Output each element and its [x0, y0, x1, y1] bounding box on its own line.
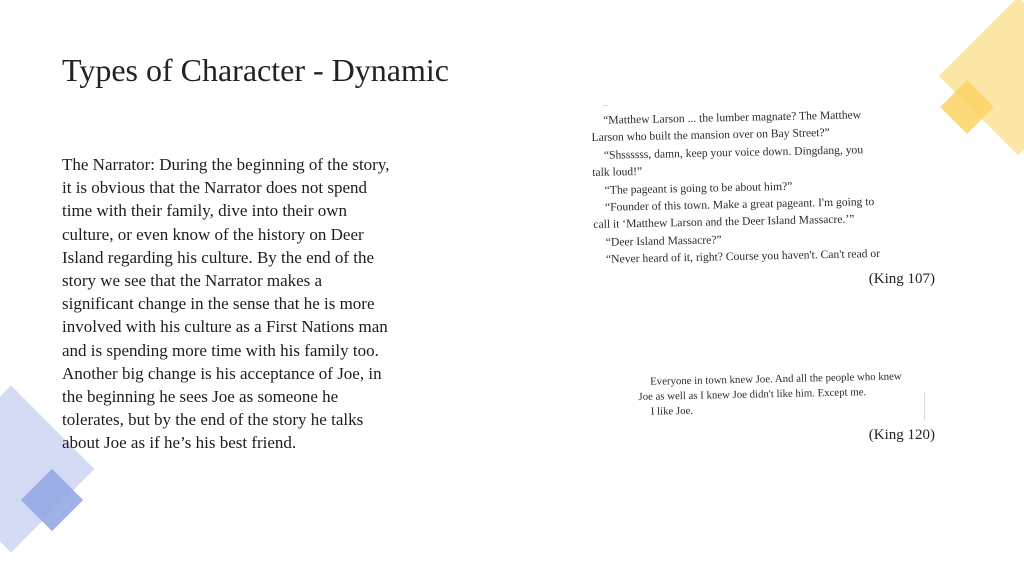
excerpt-line: Everyone in town knew Joe. And all the people who knew: [650, 370, 902, 388]
scan-artifact: [603, 105, 608, 106]
book-excerpt-king-107: [591, 105, 924, 269]
excerpt-line: I like Joe.: [650, 404, 694, 418]
excerpt-line: call it ‘Matthew Larson and the Deer Island Massacre.’”: [593, 212, 855, 232]
excerpt-line: “Deer Island Massacre?”: [605, 233, 722, 249]
excerpt-line: “Never heard of it, right? Course you haven't. Can't read or: [605, 247, 881, 266]
citation-king-107: (King 107): [868, 271, 935, 287]
excerpt-line: “Matthew Larson ... the lumber magnate? The Matthew: [603, 108, 862, 127]
citation-king-120: (King 120): [868, 427, 935, 443]
excerpt-line: “The pageant is going to be about him?”: [604, 179, 793, 197]
book-excerpt-king-120: [638, 369, 931, 420]
excerpt-line: Joe as well as I knew Joe didn't like him. Except me.: [638, 386, 867, 403]
slide-body-text: The Narrator: During the beginning of the story, it is obvious that the Narrator does not spend time with their family, dive into their own culture, or even know of the history on Deer Island regarding his culture. By the end of the story we see that the Narrator makes a significant change in the sense that he is more involved with his culture as a First Nations man and is spending more time with his family too. Another big change is his acceptance of Joe, in the beginning he sees Joe as someone he tolerates, but by the end of the story he talks about Joe as if he’s his best friend.: [62, 155, 390, 453]
excerpt-line: Larson who built the mansion over on Bay Street?”: [591, 126, 830, 145]
excerpt-line: “Founder of this town. Make a great pageant. I'm going to: [604, 195, 875, 214]
decorative-diamond-yellow-large: [939, 0, 1024, 155]
excerpt-line: talk loud!”: [592, 165, 643, 180]
excerpt-line: “Shssssss, damn, keep your voice down. Dingdang, you: [603, 143, 864, 162]
slide-title: Types of Character - Dynamic: [62, 52, 449, 88]
